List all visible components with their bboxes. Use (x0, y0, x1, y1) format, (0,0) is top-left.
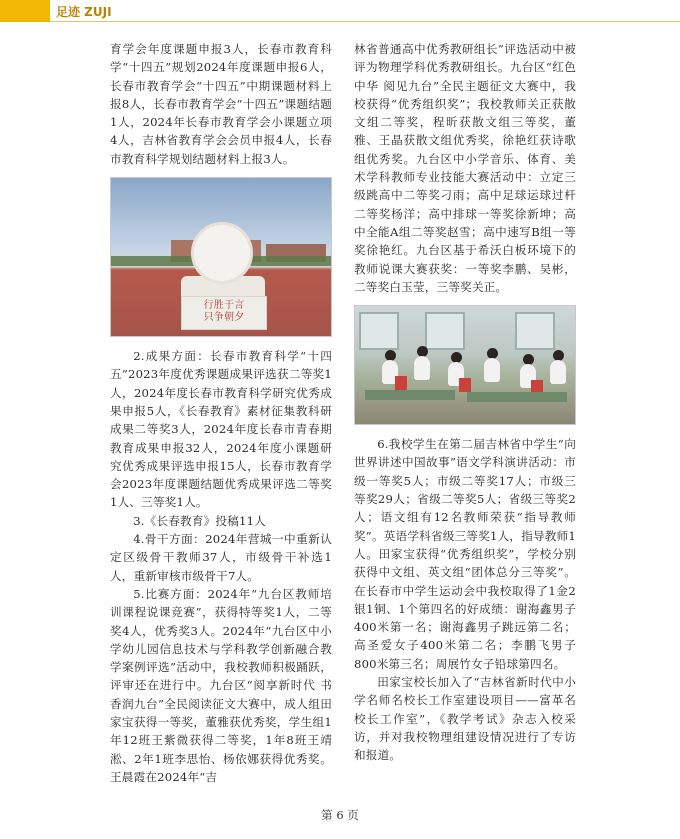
paragraph: 育学会年度课题申报3人，长春市教育科学“十四五”规划2024年度课题申报6人，长春市教育学会“十四五”中期课题材料上报8人，长春市教育学会“十四五”课题结题1人，2024年长春市教育学会小课题立项4人，吉林省教育学会会员申报4人，长春市教育科学规划结题材料上报3人。 (110, 42, 332, 166)
page-number: 第 6 页 (321, 808, 359, 822)
header-accent-bar (0, 0, 50, 22)
header-divider (50, 21, 680, 22)
paragraph: 2.成果方面：长春市教育科学“十四五”2023年度优秀课题成果评选获二等奖1人，2024年度长春市教育科学研究优秀成果申报5人，《长春教育》素材征集教科研成果二等奖3人，2024年度长春市青春期教育成果申报32人，2024年度小课题研究优秀成果评选申报15人，长春市教育学会2023年度课题结题优秀成果评选二等奖1人、三等奖1人。 (110, 349, 332, 510)
sundial-photo (110, 177, 332, 337)
classroom-photo (354, 305, 576, 425)
paragraph: 田家宝校长加入了“吉林省新时代中小学名师名校长工作室建设项目——富革名校长工作室”，《教学考试》杂志入校采访，并对我校物理组建设情况进行了专访和报道。 (354, 675, 576, 763)
monument-inscription: 行胜于言 只争朝夕 (203, 300, 245, 324)
left-column (110, 40, 332, 786)
paragraph: 3.《长春教育》投稿11人 (133, 513, 266, 528)
paragraph: 4.骨干方面：2024年营城一中重新认定区级骨干教师37人，市级骨干补选1人，重新审核市级骨干7人。 (110, 532, 332, 583)
page-header (0, 0, 680, 22)
paragraph: 林省普通高中优秀教研组长”评选活动中被评为物理学科优秀教研组长。九台区“红色中华 阅见九台”全民主题征文大赛中，我校获得“优秀组织奖”；我校教师关正获散文组二等奖，程昕获散文组三等奖，董雅、王晶获散文组优秀奖，徐艳红获诗歌组优秀奖。九台区中小学音乐、体育、美术学科教师专业技能大赛活动中：立定三级跳高中二等奖刁雨；高中足球运球过杆二等奖杨洋；高中排球一等奖徐新坤；高中全能A组二等奖赵雪；高中速写B组一等奖徐艳红。九台区基于希沃白板环境下的教师说课大赛获奖：一等奖李鹏、吴彬，二等奖白玉莹，三等奖关正。 (354, 42, 576, 294)
section-title: 足迹 ZUJI (56, 5, 112, 19)
paragraph: 5.比赛方面：2024年“九台区教师培训课程说课竞赛”，获得特等奖1人，二等奖4人，优秀奖3人。2024年“九台区中小学幼儿园信息技术与学科教学创新融合教学案例评选”活动中，我校教师积极踊跃，评审还在进行中。九台区“阅享新时代 书香润九台”全民阅读征文大赛中，成人组田家宝获得一等奖，董雅获优秀奖，学生组1年12班王紫微获得二等奖，1年8班王靖淞、2年1班李思怡、杨依娜获得优秀奖。王晨霞在2024年“吉 (110, 586, 332, 784)
right-column (354, 40, 576, 765)
sundial-disc (191, 222, 253, 284)
paragraph: 6.我校学生在第二届吉林省中学生“向世界讲述中国故事”语文学科演讲活动：市级一等奖5人；市级二等奖17人；市级三等奖29人；省级二等奖5人；省级三等奖2人；语文组有12名教师荣获“指导教师奖”。英语学科省级三等奖1人，指导教师1人。田家宝获得“优秀组织奖”，学校分别获得中文组、英文组“团体总分三等奖”。在长春市中学生运动会中我校取得了1金2银1铜、1个第四名的好成绩：谢海鑫男子400米第一名；谢海鑫男子跳远第二名；高圣爱女子400米第二名；李鹏飞男子800米第三名；周展竹女子铅球第四名。 (354, 437, 576, 671)
